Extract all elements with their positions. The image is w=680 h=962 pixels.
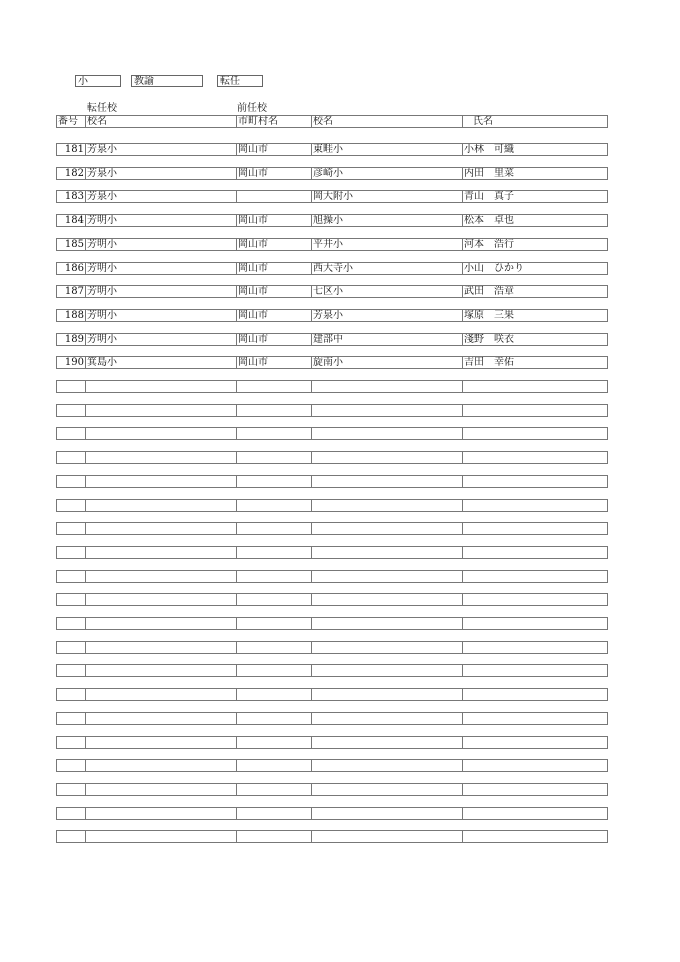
table-row: [56, 664, 608, 677]
row-prev-school: [311, 451, 462, 464]
row-city: 岡山市: [236, 309, 311, 322]
row-city: 岡山市: [236, 356, 311, 369]
row-school: [85, 499, 236, 512]
row-num: 188: [56, 309, 85, 322]
row-school: 芳泉小: [85, 167, 236, 180]
row-prev-school: [311, 664, 462, 677]
table-row: [56, 404, 608, 417]
row-num: [56, 641, 85, 654]
row-name: [462, 451, 608, 464]
row-num: 181: [56, 143, 85, 156]
table-row: [56, 143, 608, 156]
row-school: [85, 522, 236, 535]
row-name: 小林 可織: [462, 143, 608, 156]
row-school: [85, 593, 236, 606]
row-city: [236, 688, 311, 701]
table-row: [56, 190, 608, 203]
row-name: 小山 ひかり: [462, 262, 608, 275]
table-row: [56, 262, 608, 275]
table-row: [56, 641, 608, 654]
table-header: [56, 115, 608, 128]
table-row: [56, 570, 608, 583]
row-school: [85, 783, 236, 796]
row-prev-school: 東畦小: [311, 143, 462, 156]
table-row: [56, 617, 608, 630]
row-num: [56, 664, 85, 677]
row-city: [236, 664, 311, 677]
row-name: [462, 522, 608, 535]
row-prev-school: [311, 712, 462, 725]
row-city: [236, 712, 311, 725]
row-prev-school: [311, 759, 462, 772]
row-prev-school: [311, 546, 462, 559]
previous-school-group-label: 前任校: [237, 103, 267, 114]
row-name: [462, 712, 608, 725]
row-prev-school: 西大寺小: [311, 262, 462, 275]
row-school: 芳泉小: [85, 143, 236, 156]
row-city: [236, 522, 311, 535]
row-num: [56, 570, 85, 583]
row-num: [56, 783, 85, 796]
row-num: [56, 546, 85, 559]
header-city: 市町村名: [236, 115, 311, 128]
table-row: [56, 356, 608, 369]
row-num: 182: [56, 167, 85, 180]
row-prev-school: 旋南小: [311, 356, 462, 369]
row-prev-school: 芳泉小: [311, 309, 462, 322]
row-name: [462, 570, 608, 583]
row-prev-school: [311, 688, 462, 701]
row-prev-school: [311, 617, 462, 630]
row-name: 淺野 咲衣: [462, 333, 608, 346]
row-name: [462, 783, 608, 796]
row-city: [236, 546, 311, 559]
row-num: 186: [56, 262, 85, 275]
row-name: 河本 浩行: [462, 238, 608, 251]
row-city: [236, 783, 311, 796]
row-prev-school: [311, 830, 462, 843]
row-school: [85, 641, 236, 654]
row-city: [236, 617, 311, 630]
row-num: 185: [56, 238, 85, 251]
row-prev-school: [311, 522, 462, 535]
row-name: 武田 浩章: [462, 285, 608, 298]
row-num: [56, 427, 85, 440]
action-field: 転任: [217, 75, 263, 87]
table-row: [56, 522, 608, 535]
row-school: 芳明小: [85, 238, 236, 251]
row-prev-school: [311, 783, 462, 796]
new-school-group-label: 転任校: [87, 103, 117, 114]
row-name: [462, 404, 608, 417]
row-num: [56, 380, 85, 393]
table-row: [56, 759, 608, 772]
row-name: [462, 499, 608, 512]
table-row: [56, 499, 608, 512]
row-school: [85, 807, 236, 820]
row-school: [85, 380, 236, 393]
row-school: 箕島小: [85, 356, 236, 369]
row-name: [462, 736, 608, 749]
row-num: [56, 475, 85, 488]
row-prev-school: [311, 570, 462, 583]
school-type-field: 小: [75, 75, 121, 87]
row-num: 187: [56, 285, 85, 298]
row-city: [236, 807, 311, 820]
row-city: [236, 499, 311, 512]
row-school: 芳明小: [85, 285, 236, 298]
row-city: [236, 593, 311, 606]
row-school: 芳明小: [85, 309, 236, 322]
row-prev-school: [311, 736, 462, 749]
row-name: [462, 475, 608, 488]
row-school: 芳明小: [85, 333, 236, 346]
header-school: 校名: [85, 115, 236, 128]
row-city: 岡山市: [236, 285, 311, 298]
row-school: 芳泉小: [85, 190, 236, 203]
table-row: [56, 830, 608, 843]
row-num: [56, 499, 85, 512]
table-row: [56, 712, 608, 725]
row-city: 岡山市: [236, 333, 311, 346]
position-field: 教諭: [131, 75, 203, 87]
row-name: [462, 664, 608, 677]
row-school: [85, 451, 236, 464]
row-school: [85, 759, 236, 772]
row-city: [236, 475, 311, 488]
row-name: [462, 688, 608, 701]
row-name: 松本 卓也: [462, 214, 608, 227]
row-city: [236, 380, 311, 393]
table-row: [56, 333, 608, 346]
table-row: [56, 309, 608, 322]
row-name: [462, 641, 608, 654]
row-num: [56, 712, 85, 725]
row-num: [56, 736, 85, 749]
row-school: 芳明小: [85, 262, 236, 275]
table-row: [56, 807, 608, 820]
row-prev-school: [311, 807, 462, 820]
row-name: [462, 380, 608, 393]
table-row: [56, 214, 608, 227]
row-city: 岡山市: [236, 238, 311, 251]
row-num: [56, 830, 85, 843]
row-city: [236, 736, 311, 749]
row-name: [462, 807, 608, 820]
row-num: 183: [56, 190, 85, 203]
row-num: [56, 522, 85, 535]
row-city: [236, 759, 311, 772]
row-prev-school: [311, 475, 462, 488]
row-name: 内田 里菜: [462, 167, 608, 180]
row-school: [85, 617, 236, 630]
table-row: [56, 593, 608, 606]
row-school: [85, 712, 236, 725]
table-row: [56, 167, 608, 180]
row-city: [236, 641, 311, 654]
row-prev-school: 彦崎小: [311, 167, 462, 180]
row-city: [236, 404, 311, 417]
table-row: [56, 783, 608, 796]
row-prev-school: [311, 499, 462, 512]
header-name: 氏名: [462, 115, 608, 128]
row-school: [85, 736, 236, 749]
row-prev-school: 七区小: [311, 285, 462, 298]
row-city: [236, 570, 311, 583]
row-prev-school: [311, 380, 462, 393]
row-num: 190: [56, 356, 85, 369]
row-prev-school: [311, 641, 462, 654]
row-prev-school: 建部中: [311, 333, 462, 346]
row-name: 青山 真子: [462, 190, 608, 203]
row-city: 岡山市: [236, 167, 311, 180]
row-name: [462, 546, 608, 559]
table-row: [56, 380, 608, 393]
row-num: [56, 593, 85, 606]
table-row: [56, 238, 608, 251]
row-name: 吉田 幸佑: [462, 356, 608, 369]
row-school: [85, 475, 236, 488]
row-city: [236, 190, 311, 203]
row-prev-school: 平井小: [311, 238, 462, 251]
table-row: [56, 475, 608, 488]
row-city: [236, 451, 311, 464]
row-school: [85, 570, 236, 583]
row-prev-school: 旭操小: [311, 214, 462, 227]
row-city: 岡山市: [236, 214, 311, 227]
table-row: [56, 285, 608, 298]
table-row: [56, 736, 608, 749]
row-num: 184: [56, 214, 85, 227]
row-num: [56, 617, 85, 630]
row-city: 岡山市: [236, 262, 311, 275]
row-num: [56, 404, 85, 417]
row-school: [85, 688, 236, 701]
table-row: [56, 427, 608, 440]
row-name: [462, 617, 608, 630]
row-name: [462, 830, 608, 843]
row-city: [236, 427, 311, 440]
table-row: [56, 451, 608, 464]
row-name: [462, 427, 608, 440]
table-row: [56, 546, 608, 559]
row-school: [85, 404, 236, 417]
header-prev-school: 校名: [311, 115, 462, 128]
table-row: [56, 688, 608, 701]
row-prev-school: [311, 593, 462, 606]
row-prev-school: [311, 404, 462, 417]
row-num: 189: [56, 333, 85, 346]
row-prev-school: 岡大附小: [311, 190, 462, 203]
header-num: 番号: [56, 115, 85, 128]
row-city: 岡山市: [236, 143, 311, 156]
row-prev-school: [311, 427, 462, 440]
row-num: [56, 759, 85, 772]
row-school: [85, 546, 236, 559]
row-school: [85, 664, 236, 677]
row-name: [462, 593, 608, 606]
row-school: [85, 830, 236, 843]
row-city: [236, 830, 311, 843]
row-name: 塚原 三果: [462, 309, 608, 322]
row-school: [85, 427, 236, 440]
row-num: [56, 688, 85, 701]
row-num: [56, 807, 85, 820]
row-name: [462, 759, 608, 772]
row-school: 芳明小: [85, 214, 236, 227]
row-num: [56, 451, 85, 464]
